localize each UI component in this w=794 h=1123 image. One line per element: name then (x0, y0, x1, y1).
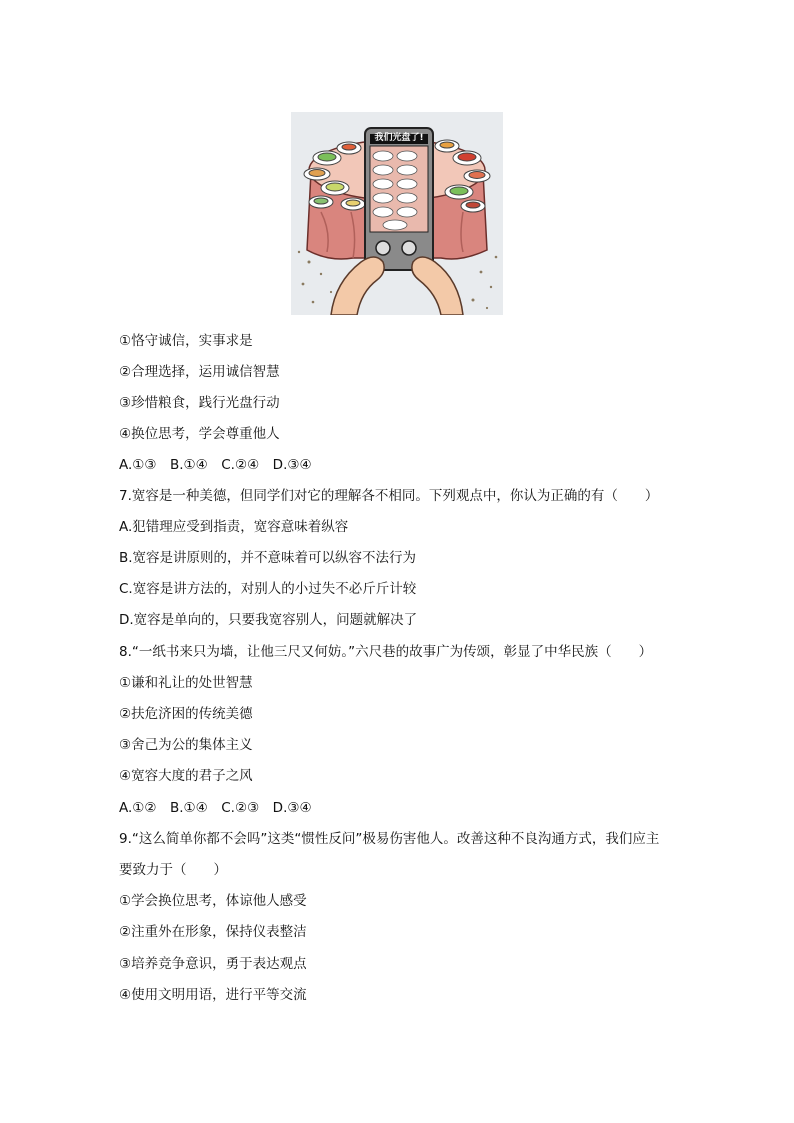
q6-option-4: ④换位思考，学会尊重他人 (119, 426, 280, 442)
q7-choice-c: C.宽容是讲方法的，对别人的小过失不必斤斤计较 (119, 581, 417, 597)
q9-stem-line-2: 要致力于（ ） (119, 862, 227, 878)
q8-option-2: ②扶危济困的传统美德 (119, 706, 253, 722)
q9-option-4: ④使用文明用语，进行平等交流 (119, 987, 307, 1003)
q8-answer-choices: A.①② B.①④ C.②③ D.③④ (119, 800, 312, 816)
phone-screen-caption: 我们光盘了! (374, 133, 424, 143)
q7-stem: 7.宽容是一种美德，但同学们对它的理解各不相同。下列观点中，你认为正确的有（ ） (119, 488, 659, 504)
q6-option-3: ③珍惜粮食，践行光盘行动 (119, 395, 280, 411)
q9-stem-line-1: 9.“这么简单你都不会吗”这类“惯性反问”极易伤害他人。改善这种不良沟通方式，我们应主 (119, 831, 660, 847)
q9-option-2: ②注重外在形象，保持仪表整洁 (119, 924, 307, 940)
q6-option-1: ①恪守诚信，实事求是 (119, 333, 253, 349)
q9-option-3: ③培养竞争意识，勇于表达观点 (119, 956, 307, 972)
q7-choice-a: A.犯错理应受到指责，宽容意味着纵容 (119, 519, 349, 535)
q7-choice-d: D.宽容是单向的，只要我宽容别人，问题就解决了 (119, 612, 418, 628)
cartoon-illustration (291, 112, 503, 315)
q8-option-4: ④宽容大度的君子之风 (119, 768, 253, 784)
q9-option-1: ①学会换位思考，体谅他人感受 (119, 893, 307, 909)
q8-stem: 8.“一纸书来只为墙，让他三尺又何妨。”六尺巷的故事广为传颂，彰显了中华民族（ ） (119, 644, 653, 660)
q7-choice-b: B.宽容是讲原则的，并不意味着可以纵容不法行为 (119, 550, 417, 566)
q8-option-1: ①谦和礼让的处世智慧 (119, 675, 253, 691)
q6-option-2: ②合理选择，运用诚信智慧 (119, 364, 280, 380)
q6-answer-choices: A.①③ B.①④ C.②④ D.③④ (119, 457, 312, 473)
q8-option-3: ③舍己为公的集体主义 (119, 737, 253, 753)
